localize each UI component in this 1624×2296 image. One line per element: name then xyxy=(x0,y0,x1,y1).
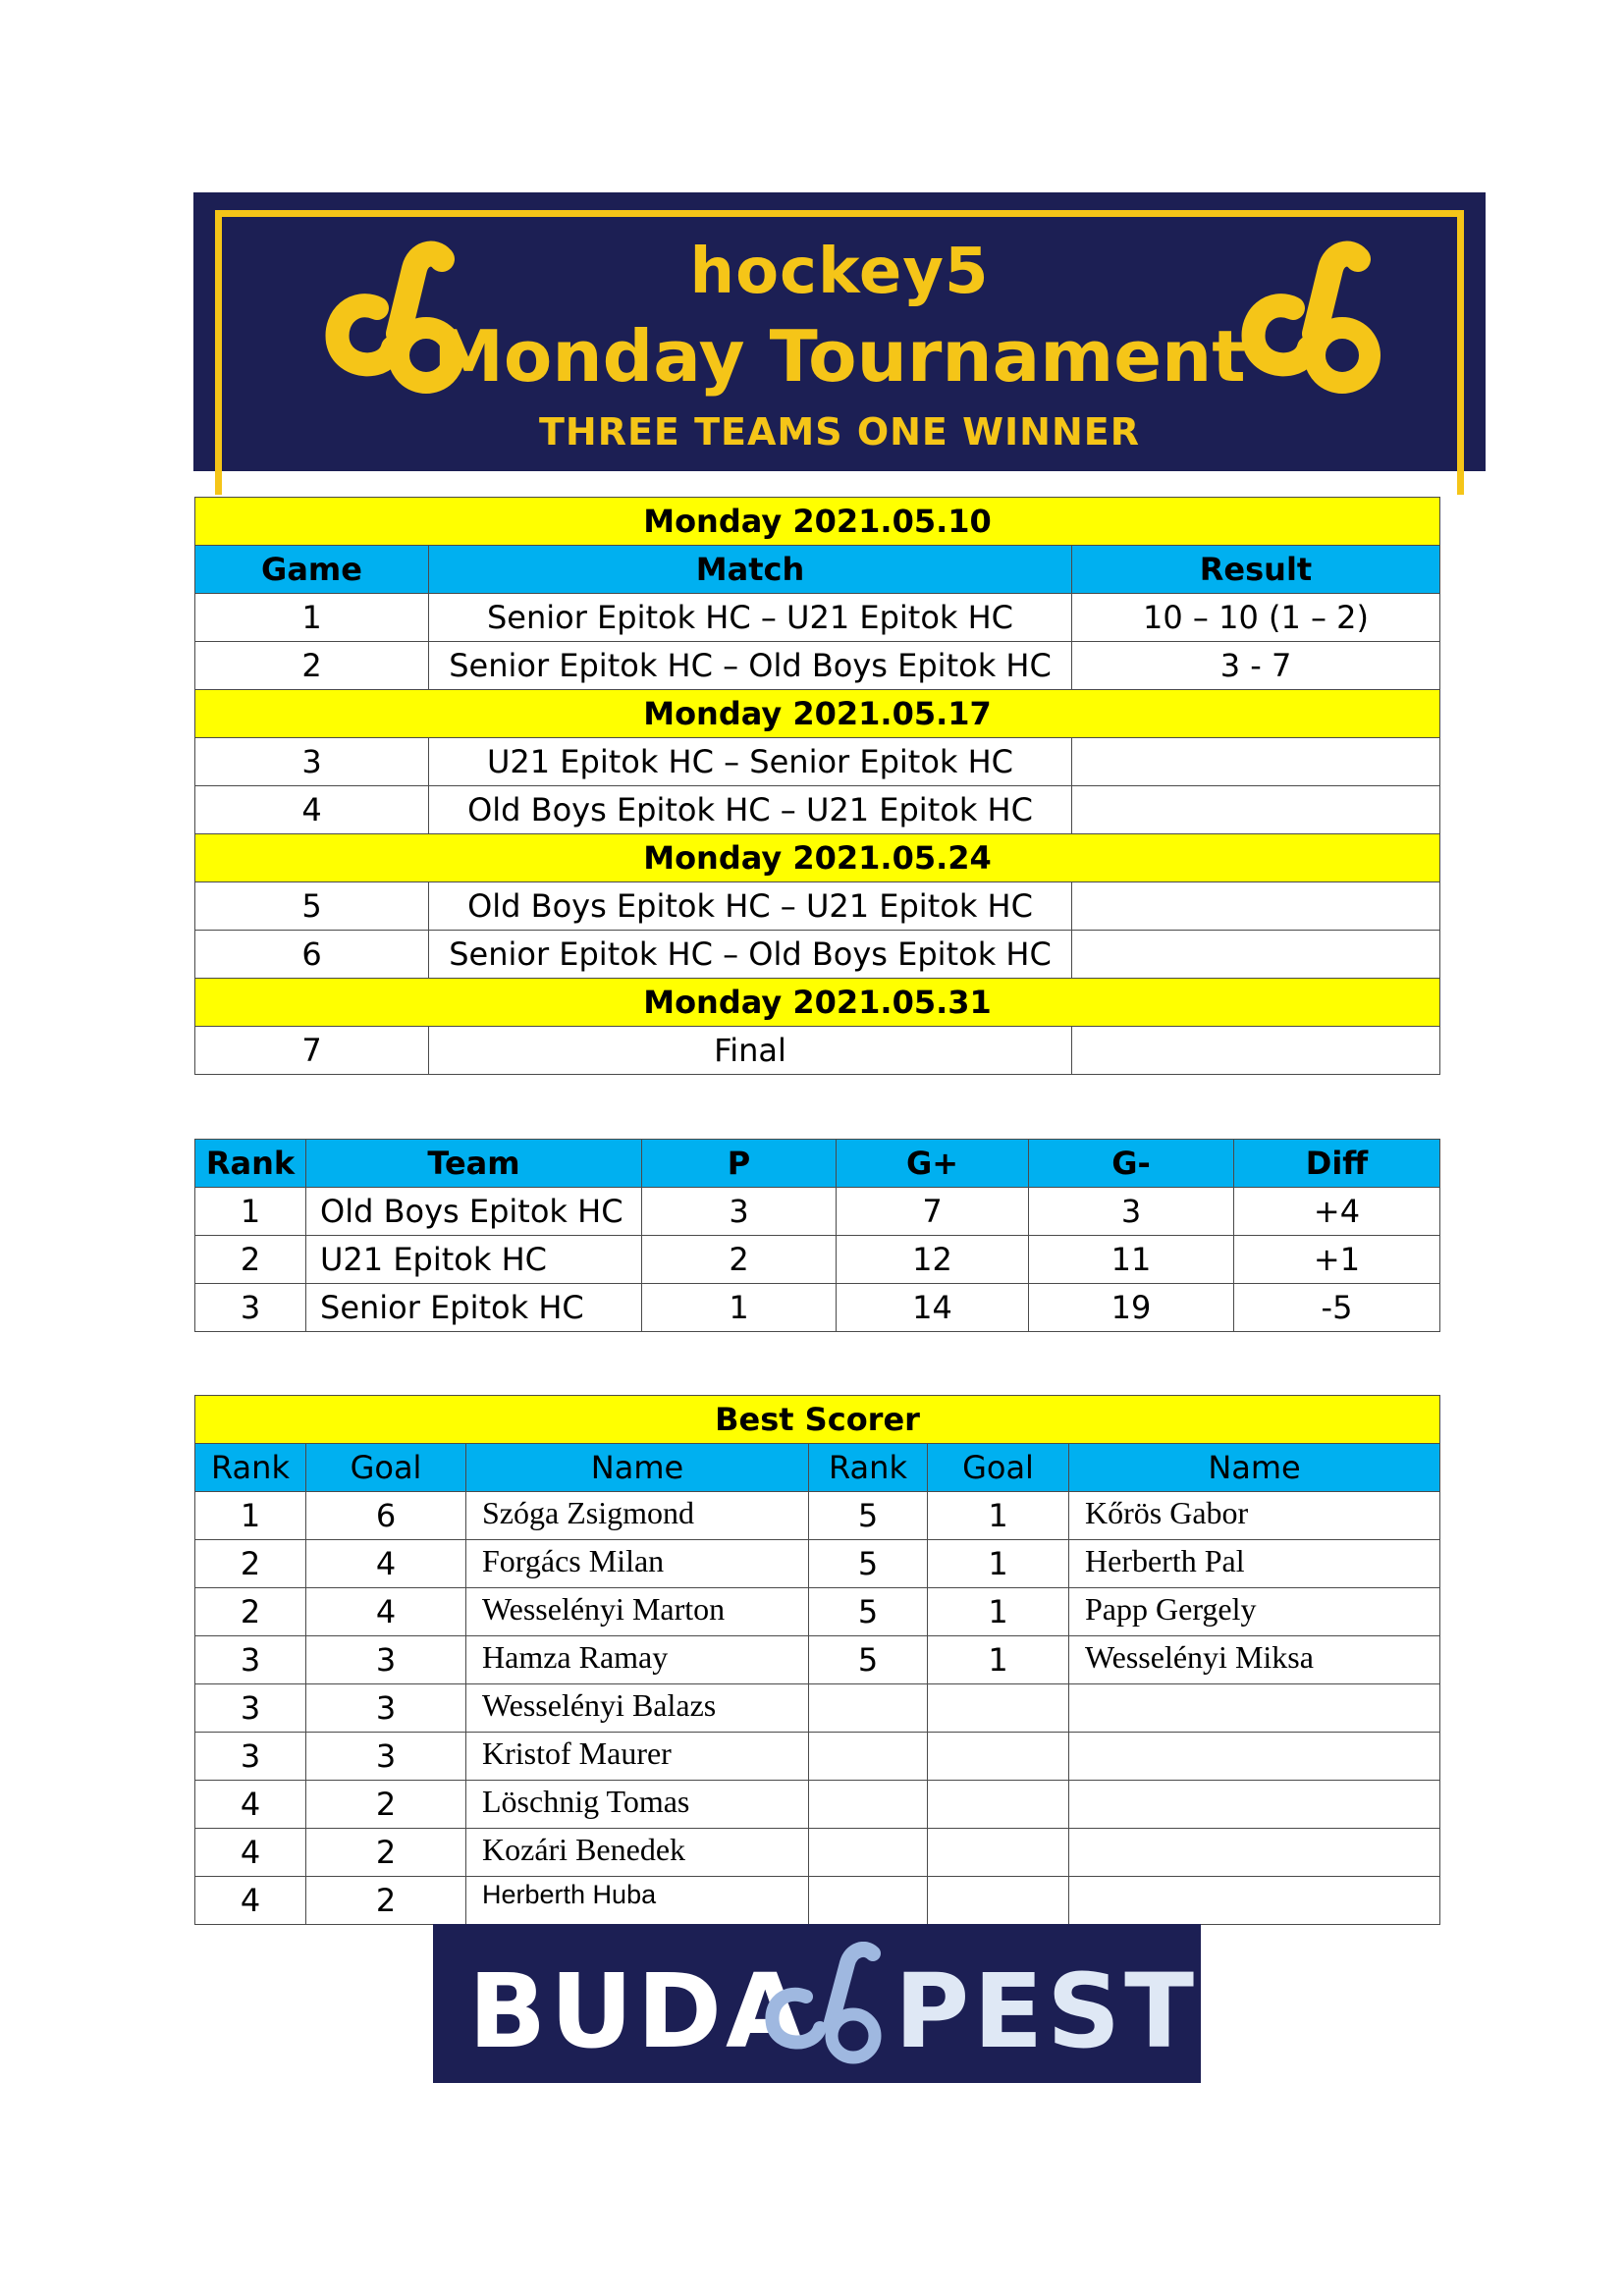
player-name: Wesselényi Balazs xyxy=(466,1684,809,1733)
rank xyxy=(809,1829,928,1877)
column-header: Name xyxy=(466,1444,809,1492)
player-name: Hamza Ramay xyxy=(466,1636,809,1684)
player-name: Herberth Pal xyxy=(1069,1540,1440,1588)
goals xyxy=(928,1877,1069,1925)
rank: 5 xyxy=(809,1636,928,1684)
game-number: 7 xyxy=(195,1027,429,1075)
match-result: 3 - 7 xyxy=(1072,642,1440,690)
table-row xyxy=(195,1188,1440,1236)
hockey-stick-icon xyxy=(735,1942,902,2069)
table-row xyxy=(195,1588,1440,1636)
goal-diff: -5 xyxy=(1234,1284,1440,1332)
game-number: 4 xyxy=(195,786,429,834)
game-number: 5 xyxy=(195,882,429,931)
rank xyxy=(809,1781,928,1829)
player-name xyxy=(1069,1684,1440,1733)
rank: 4 xyxy=(195,1829,306,1877)
day-header-row xyxy=(195,979,1440,1027)
goals xyxy=(928,1733,1069,1781)
match-name: Final xyxy=(429,1027,1072,1075)
banner-brand: hockey5 xyxy=(689,236,990,308)
table-row xyxy=(195,642,1440,690)
goals-for: 7 xyxy=(837,1188,1029,1236)
rank: 5 xyxy=(809,1492,928,1540)
schedule-header-row xyxy=(195,546,1440,594)
rank: 2 xyxy=(195,1236,306,1284)
goals-against: 19 xyxy=(1029,1284,1234,1332)
player-name: Szóga Zsigmond xyxy=(466,1492,809,1540)
player-name: Wesselényi Marton xyxy=(466,1588,809,1636)
goals: 1 xyxy=(928,1588,1069,1636)
scorer-header-row xyxy=(195,1444,1440,1492)
day-date: Monday 2021.05.10 xyxy=(195,498,1440,546)
table-row xyxy=(195,882,1440,931)
table-row xyxy=(195,594,1440,642)
rank: 3 xyxy=(195,1733,306,1781)
rank: 4 xyxy=(195,1877,306,1925)
rank: 2 xyxy=(195,1588,306,1636)
table-row xyxy=(195,1829,1440,1877)
match-result xyxy=(1072,931,1440,979)
goals-against: 3 xyxy=(1029,1188,1234,1236)
column-header: Team xyxy=(306,1140,642,1188)
column-header: G- xyxy=(1029,1140,1234,1188)
column-header: Match xyxy=(429,546,1072,594)
logo-text-buda: BUDA xyxy=(468,1951,809,2071)
player-name xyxy=(1069,1781,1440,1829)
budapest-logo xyxy=(433,1924,1201,2083)
match-result xyxy=(1072,882,1440,931)
column-header: Game xyxy=(195,546,429,594)
column-header: Rank xyxy=(809,1444,928,1492)
rank: 5 xyxy=(809,1588,928,1636)
column-header: Name xyxy=(1069,1444,1440,1492)
scorer-title: Best Scorer xyxy=(195,1396,1440,1444)
match-name: Senior Epitok HC – Old Boys Epitok HC xyxy=(429,642,1072,690)
column-header: Rank xyxy=(195,1140,306,1188)
standings-header-row xyxy=(195,1140,1440,1188)
table-row xyxy=(195,1733,1440,1781)
table-row xyxy=(195,1027,1440,1075)
table-row xyxy=(195,786,1440,834)
day-date: Monday 2021.05.24 xyxy=(195,834,1440,882)
goals: 4 xyxy=(306,1540,466,1588)
player-name xyxy=(1069,1829,1440,1877)
match-name: Senior Epitok HC – U21 Epitok HC xyxy=(429,594,1072,642)
table-row xyxy=(195,738,1440,786)
column-header: P xyxy=(642,1140,837,1188)
goals-against: 11 xyxy=(1029,1236,1234,1284)
match-name: Old Boys Epitok HC – U21 Epitok HC xyxy=(429,882,1072,931)
column-header: Goal xyxy=(928,1444,1069,1492)
goals-for: 12 xyxy=(837,1236,1029,1284)
tournament-banner xyxy=(193,192,1486,471)
day-header-row xyxy=(195,498,1440,546)
rank: 5 xyxy=(809,1540,928,1588)
table-row xyxy=(195,1781,1440,1829)
best-scorer-table xyxy=(194,1395,1440,1925)
table-row xyxy=(195,1877,1440,1925)
goal-diff: +1 xyxy=(1234,1236,1440,1284)
match-result: 10 – 10 (1 – 2) xyxy=(1072,594,1440,642)
player-name: Wesselényi Miksa xyxy=(1069,1636,1440,1684)
rank: 2 xyxy=(195,1540,306,1588)
points: 2 xyxy=(642,1236,837,1284)
column-header: Rank xyxy=(195,1444,306,1492)
game-number: 2 xyxy=(195,642,429,690)
goals: 6 xyxy=(306,1492,466,1540)
table-row xyxy=(195,931,1440,979)
rank xyxy=(809,1684,928,1733)
goals: 1 xyxy=(928,1636,1069,1684)
team-name: Senior Epitok HC xyxy=(306,1284,642,1332)
player-name xyxy=(1069,1733,1440,1781)
table-row xyxy=(195,1236,1440,1284)
goals xyxy=(928,1684,1069,1733)
scorer-title-row xyxy=(195,1396,1440,1444)
player-name: Herberth Huba xyxy=(466,1877,809,1925)
column-header: Result xyxy=(1072,546,1440,594)
goals: 2 xyxy=(306,1781,466,1829)
goals: 4 xyxy=(306,1588,466,1636)
goals: 3 xyxy=(306,1684,466,1733)
logo-text-pest: PEST xyxy=(894,1951,1199,2071)
table-row xyxy=(195,1284,1440,1332)
rank: 3 xyxy=(195,1284,306,1332)
team-name: Old Boys Epitok HC xyxy=(306,1188,642,1236)
goals: 1 xyxy=(928,1540,1069,1588)
table-row xyxy=(195,1636,1440,1684)
column-header: G+ xyxy=(837,1140,1029,1188)
goals xyxy=(928,1781,1069,1829)
banner-tagline: THREE TEAMS ONE WINNER xyxy=(538,410,1140,454)
rank: 4 xyxy=(195,1781,306,1829)
player-name: Kozári Benedek xyxy=(466,1829,809,1877)
banner-title: Monday Tournament xyxy=(433,315,1246,398)
standings-table xyxy=(194,1139,1440,1332)
goals: 3 xyxy=(306,1733,466,1781)
goals-for: 14 xyxy=(837,1284,1029,1332)
schedule-table xyxy=(194,497,1440,1075)
rank: 3 xyxy=(195,1684,306,1733)
table-row xyxy=(195,1492,1440,1540)
day-header-row xyxy=(195,834,1440,882)
game-number: 1 xyxy=(195,594,429,642)
team-name: U21 Epitok HC xyxy=(306,1236,642,1284)
column-header: Diff xyxy=(1234,1140,1440,1188)
player-name: Papp Gergely xyxy=(1069,1588,1440,1636)
rank: 3 xyxy=(195,1636,306,1684)
points: 1 xyxy=(642,1284,837,1332)
points: 3 xyxy=(642,1188,837,1236)
table-row xyxy=(195,1540,1440,1588)
day-header-row xyxy=(195,690,1440,738)
match-name: U21 Epitok HC – Senior Epitok HC xyxy=(429,738,1072,786)
match-name: Old Boys Epitok HC – U21 Epitok HC xyxy=(429,786,1072,834)
rank xyxy=(809,1733,928,1781)
match-result xyxy=(1072,738,1440,786)
day-date: Monday 2021.05.17 xyxy=(195,690,1440,738)
player-name: Löschnig Tomas xyxy=(466,1781,809,1829)
rank: 1 xyxy=(195,1492,306,1540)
match-result xyxy=(1072,1027,1440,1075)
rank: 1 xyxy=(195,1188,306,1236)
game-number: 3 xyxy=(195,738,429,786)
goals: 3 xyxy=(306,1636,466,1684)
game-number: 6 xyxy=(195,931,429,979)
goals: 2 xyxy=(306,1877,466,1925)
goals xyxy=(928,1829,1069,1877)
day-date: Monday 2021.05.31 xyxy=(195,979,1440,1027)
player-name: Kristof Maurer xyxy=(466,1733,809,1781)
rank xyxy=(809,1877,928,1925)
goals: 2 xyxy=(306,1829,466,1877)
column-header: Goal xyxy=(306,1444,466,1492)
goals: 1 xyxy=(928,1492,1069,1540)
match-name: Senior Epitok HC – Old Boys Epitok HC xyxy=(429,931,1072,979)
player-name xyxy=(1069,1877,1440,1925)
player-name: Kőrös Gabor xyxy=(1069,1492,1440,1540)
match-result xyxy=(1072,786,1440,834)
goal-diff: +4 xyxy=(1234,1188,1440,1236)
table-row xyxy=(195,1684,1440,1733)
player-name: Forgács Milan xyxy=(466,1540,809,1588)
